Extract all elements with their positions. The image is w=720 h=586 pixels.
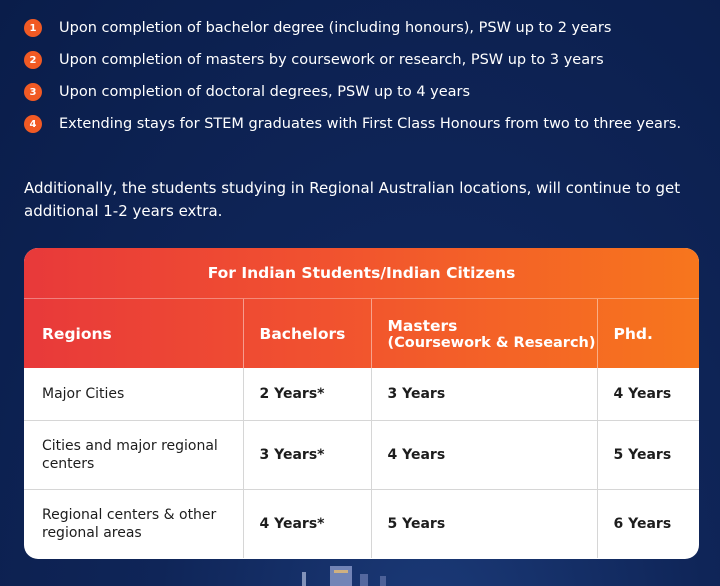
number-badge: 1 xyxy=(24,19,42,37)
phd-cell: 5 Years xyxy=(597,421,699,490)
number-badge: 2 xyxy=(24,51,42,69)
masters-sublabel: (Coursework & Research) xyxy=(387,334,596,351)
masters-cell: 5 Years xyxy=(371,490,597,559)
bullet-list xyxy=(24,18,704,146)
region-cell: Regional centers & other regional areas xyxy=(24,490,243,559)
bullet-item xyxy=(24,114,704,134)
column-header-phd: Phd. xyxy=(597,299,699,368)
number-badge: 4 xyxy=(24,115,42,133)
table-row xyxy=(24,490,699,559)
bullet-text: Extending stays for STEM graduates with First Class Honours from two to three years. xyxy=(59,116,682,132)
column-header-masters xyxy=(371,299,597,368)
phd-cell: 6 Years xyxy=(597,490,699,559)
column-header-bachelors: Bachelors xyxy=(243,299,371,368)
table-title: For Indian Students/Indian Citizens xyxy=(24,248,699,299)
masters-cell: 3 Years xyxy=(371,368,597,421)
bullet-item xyxy=(24,50,704,70)
bullet-item xyxy=(24,18,704,38)
region-cell: Cities and major regional centers xyxy=(24,421,243,490)
additional-info-paragraph: Additionally, the students studying in Regional Australian locations, will continue to get additional 1-2 years extra. xyxy=(24,179,681,220)
bullet-text: Upon completion of bachelor degree (including honours), PSW up to 2 years xyxy=(59,20,612,36)
phd-cell: 4 Years xyxy=(597,368,699,421)
bullet-text: Upon completion of masters by coursework or research, PSW up to 3 years xyxy=(59,52,604,68)
bullet-item xyxy=(24,82,704,102)
bachelors-cell: 4 Years* xyxy=(243,490,371,559)
psw-table-card xyxy=(24,248,699,559)
masters-label: Masters xyxy=(387,316,458,335)
table-row xyxy=(24,421,699,490)
table-header-band xyxy=(24,248,699,368)
masters-cell: 4 Years xyxy=(371,421,597,490)
city-skyline-decoration xyxy=(300,562,420,586)
bachelors-cell: 2 Years* xyxy=(243,368,371,421)
column-header-regions: Regions xyxy=(42,324,112,343)
table-body xyxy=(24,368,699,558)
region-cell: Major Cities xyxy=(42,386,125,402)
table-row xyxy=(24,368,699,421)
table-header-row xyxy=(24,299,699,368)
bachelors-cell: 3 Years* xyxy=(243,421,371,490)
bullet-text: Upon completion of doctoral degrees, PSW up to 4 years xyxy=(59,84,471,100)
number-badge: 3 xyxy=(24,83,42,101)
